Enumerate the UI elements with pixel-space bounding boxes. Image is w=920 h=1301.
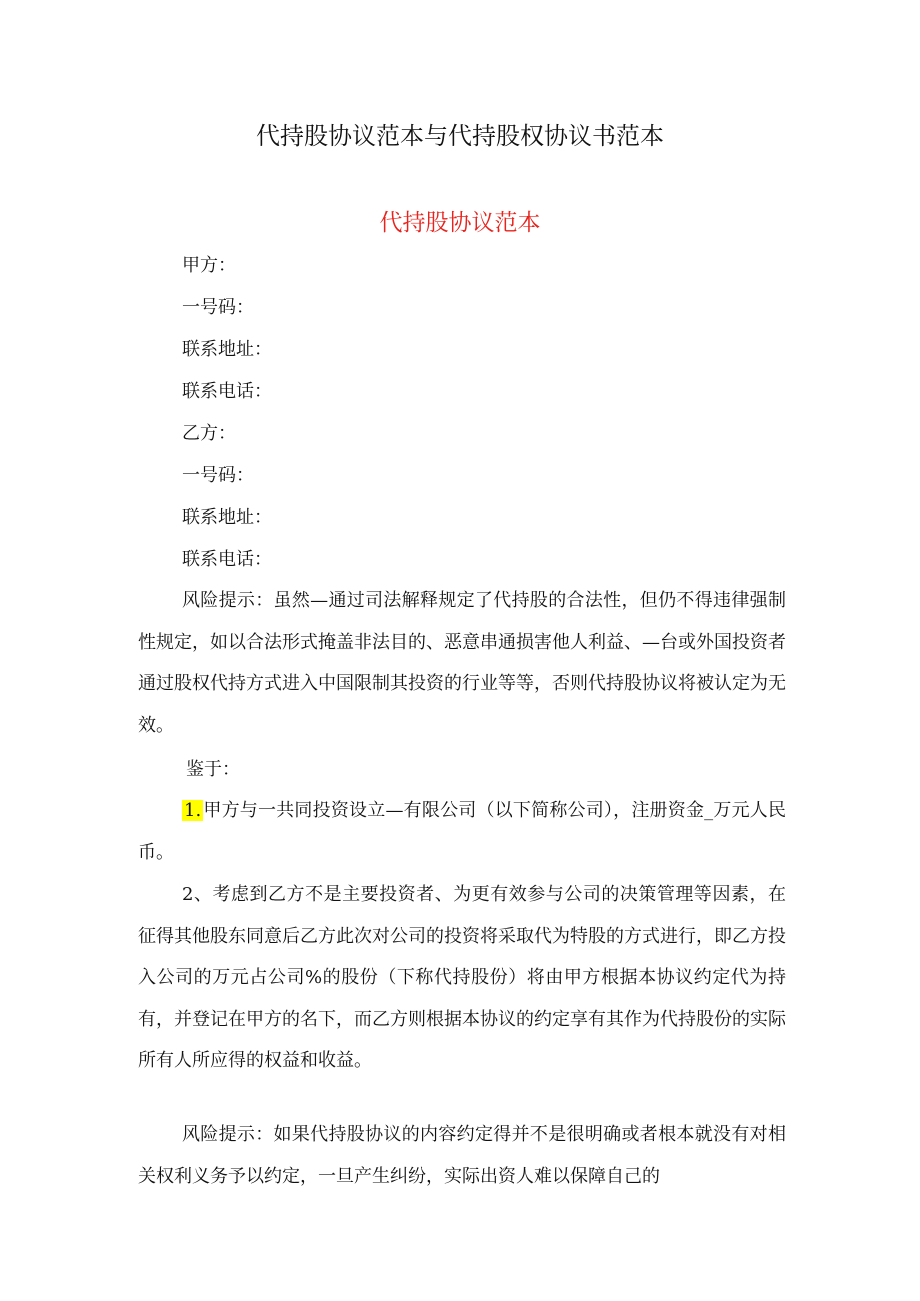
risk-note-paragraph-2: 风险提示：如果代持股协议的内容约定得并不是很明确或者根本就没有对相关权利义务予以约定，一旦产生纠纷，实际出资人难以保障自己的 — [138, 1124, 786, 1187]
party-a-label: 甲方： — [182, 255, 236, 276]
party-a-phone-label: 联系电话： — [182, 381, 272, 402]
party-b-phone-label: 联系电话： — [182, 549, 272, 570]
document-title: 代持股协议范本与代持股权协议书范本 — [256, 122, 664, 150]
clause-1-paragraph — [138, 790, 786, 873]
party-a-id-label: 一号码： — [182, 297, 254, 318]
clause-2-paragraph: 2、考虑到乙方不是主要投资者、为更有效参与公司的决策管理等因素，在征得其他股东同意后乙方此次对公司的投资将采取代为特股的方式进行，即乙方投入公司的万元占公司%的股份（下称代持股份）将由甲方根据本协议约定代为持有，并登记在甲方的名下，而乙方则根据本协议的约定享有其作为代持股份的实际所有人所应得的权益和收益。 — [138, 884, 786, 1071]
party-b-address-label: 联系地址： — [182, 507, 272, 528]
clause-1-text: 甲方与一共同投资设立—有限公司（以下简称公司），注册资金_万元人民币。 — [138, 800, 786, 863]
party-b-label: 乙方： — [182, 423, 236, 444]
party-a-address-label: 联系地址： — [182, 339, 272, 360]
party-b-id-label: 一号码： — [182, 465, 254, 486]
whereas-label: 鉴于： — [186, 759, 240, 780]
document-subtitle: 代持股协议范本 — [379, 210, 541, 236]
risk-note-paragraph-1: 风险提示：虽然—通过司法解释规定了代持股的合法性，但仍不得违律强制性规定，如以合法形式掩盖非法目的、恶意串通损害他人利益、—台或外国投资者通过股权代持方式进入中国限制其投资的行业等等，否则代持股协议将被认定为无效。 — [138, 590, 786, 736]
clause-1-number-highlight: 1. — [184, 800, 202, 821]
